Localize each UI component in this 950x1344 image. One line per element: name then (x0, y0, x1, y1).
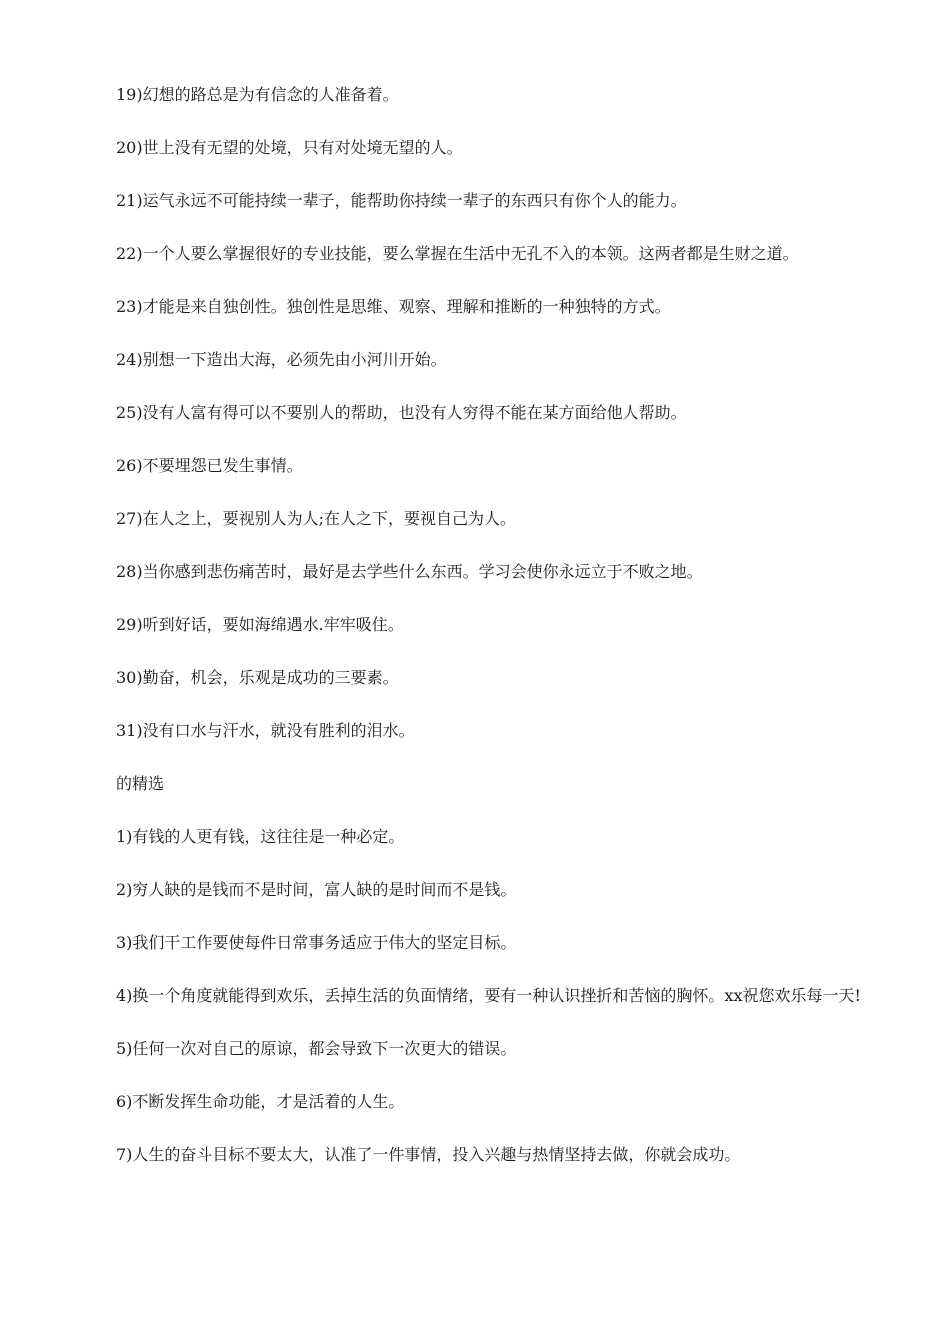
paragraph-21: 21)运气永远不可能持续一辈子，能帮助你持续一辈子的东西只有你个人的能力。 (116, 191, 687, 210)
paragraph-20: 20)世上没有无望的处境，只有对处境无望的人。 (116, 138, 463, 157)
paragraph-3: 3)我们干工作要使每件日常事务适应于伟大的坚定目标。 (116, 933, 517, 952)
section-heading: 的精选 (116, 774, 165, 793)
paragraph-25: 25)没有人富有得可以不要别人的帮助，也没有人穷得不能在某方面给他人帮助。 (116, 403, 687, 422)
paragraph-4: 4)换一个角度就能得到欢乐，丢掉生活的负面情绪，要有一种认识挫折和苦恼的胸怀。xx祝您欢乐每一天! (116, 986, 861, 1005)
paragraph-22: 22)一个人要么掌握很好的专业技能，要么掌握在生活中无孔不入的本领。这两者都是生财之道。 (116, 244, 799, 263)
paragraph-31: 31)没有口水与汗水，就没有胜利的泪水。 (116, 721, 415, 740)
paragraph-19: 19)幻想的路总是为有信念的人准备着。 (116, 85, 399, 104)
paragraph-2: 2)穷人缺的是钱而不是时间，富人缺的是时间而不是钱。 (116, 880, 517, 899)
paragraph-29: 29)听到好话，要如海绵遇水.牢牢吸住。 (116, 615, 404, 634)
paragraph-24: 24)别想一下造出大海，必须先由小河川开始。 (116, 350, 447, 369)
paragraph-23: 23)才能是来自独创性。独创性是思维、观察、理解和推断的一种独特的方式。 (116, 297, 671, 316)
paragraph-26: 26)不要埋怨已发生事情。 (116, 456, 303, 475)
paragraph-6: 6)不断发挥生命功能，才是活着的人生。 (116, 1092, 405, 1111)
paragraph-7: 7)人生的奋斗目标不要太大，认准了一件事情，投入兴趣与热情坚持去做，你就会成功。 (116, 1145, 741, 1164)
paragraph-1: 1)有钱的人更有钱，这往往是一种必定。 (116, 827, 405, 846)
paragraph-30: 30)勤奋，机会，乐观是成功的三要素。 (116, 668, 399, 687)
document-body (80, 74, 865, 1187)
paragraph-28: 28)当你感到悲伤痛苦时，最好是去学些什么东西。学习会使你永远立于不败之地。 (116, 562, 703, 581)
paragraph-27: 27)在人之上，要视别人为人;在人之下，要视自己为人。 (116, 509, 516, 528)
paragraph-5: 5)任何一次对自己的原谅，都会导致下一次更大的错误。 (116, 1039, 517, 1058)
